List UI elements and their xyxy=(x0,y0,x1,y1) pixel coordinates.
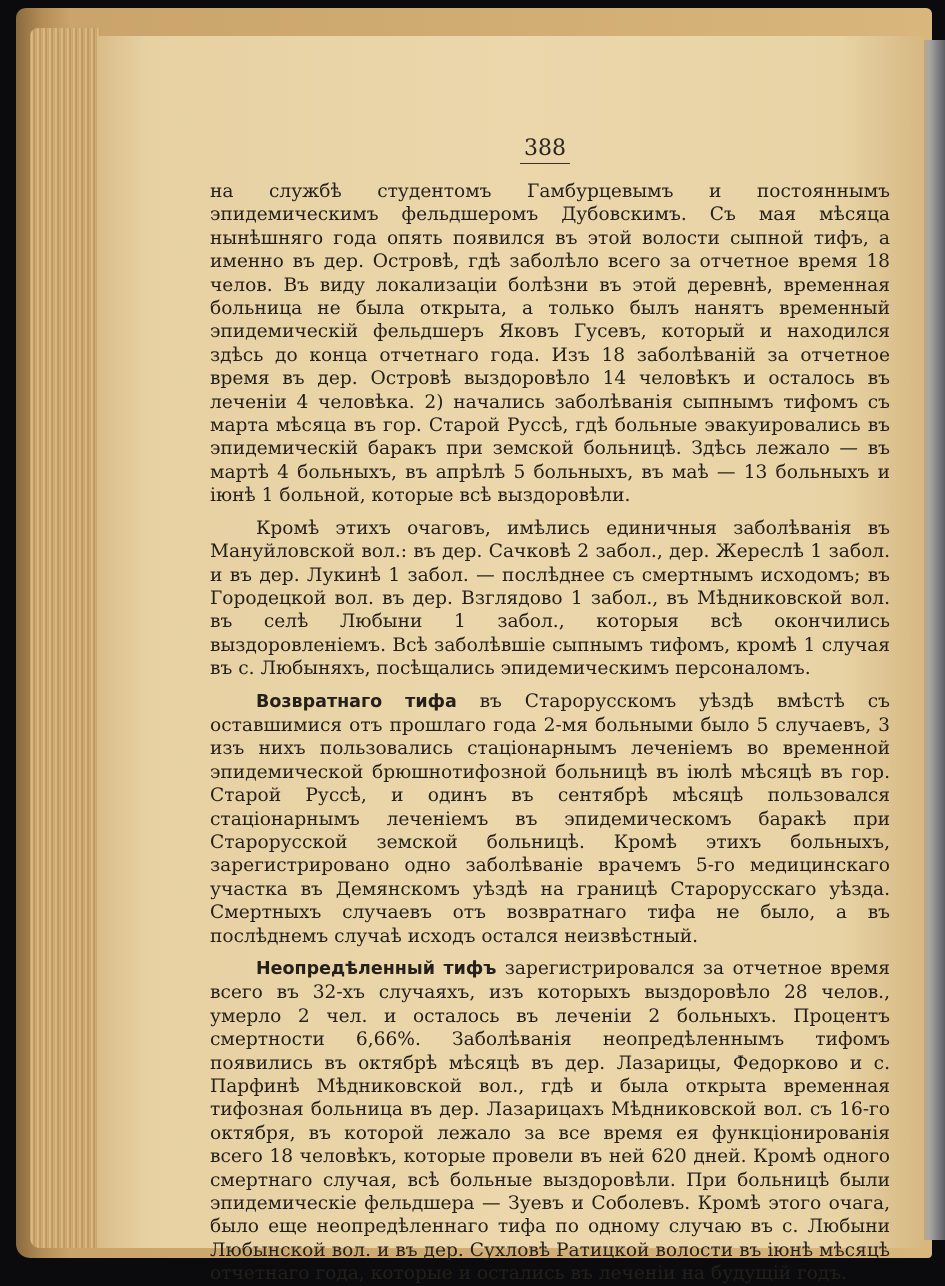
paragraph-undetermined-typhus xyxy=(210,957,890,1286)
paragraph-other-cases xyxy=(210,517,890,681)
page-number: 388 xyxy=(520,136,570,164)
paragraph-continued xyxy=(210,180,890,508)
paragraph-text: Кромѣ этихъ очаговъ, имѣлись единичныя заболѣванія въ Мануйловской вол.: въ дер. Сачковѣ 2 забол., дер. Жереслѣ 1 забол. и въ дер. Лукинѣ 1 забол. — послѣднее съ смертнымъ исходомъ; въ Городецкой вол. въ дер. Взглядово 1 забол., въ Мѣдниковской вол. въ селѣ Любыни 1 забол., которыя всѣ окончились выздоровленіемъ. Всѣ заболѣвшіе сыпнымъ тифомъ, кромѣ 1 случая въ с. Любыняхъ, посѣщались эпидемическимъ персоналомъ. xyxy=(210,517,890,680)
paragraph-text: зарегистрировался за отчетное время всего въ 32-хъ случаяхъ, изъ которыхъ выздоровѣло 28 челов., умерло 2 чел. и осталось въ леченіи 2 больныхъ. Процентъ смертности 6,66%. Заболѣванія неопредѣленнымъ тифомъ появились въ октябрѣ мѣсяцѣ въ дер. Лазарицы, Федорково и с. Парфинѣ Мѣдниковской вол., гдѣ и была открыта временная тифозная больница въ дер. Лазарицахъ Мѣдниковской вол. съ 16-го октября, въ которой лежало за все время ея функціонированія всего 18 человѣкъ, которые провели въ ней 620 дней. Кромѣ одного смертнаго случая, всѣ больные выздоровѣли. При больницѣ были эпидемическіе фельдшера — Зуевъ и Соболевъ. Кромѣ этого очага, было еще неопредѣленнаго тифа по одному случаю въ с. Любыни Любынской вол. и въ дер. Сухловѣ Ратицкой волости въ іюнѣ мѣсяцѣ отчетнаго года, которые и остались въ леченіи на будущій годъ. xyxy=(210,958,890,1285)
paragraph-relapsing-fever xyxy=(210,690,890,948)
paragraph-lead: Возвратнаго тифа xyxy=(256,691,457,712)
paragraph-text: на службѣ студентомъ Гамбурцевымъ и постояннымъ эпидемическимъ фельдшеромъ Дубовскимъ. Съ мая мѣсяца нынѣшняго года опять появился въ этой волости сыпной тифъ, а именно въ дер. Островѣ, гдѣ заболѣло всего за отчетное время 18 челов. Въ виду локализаціи болѣзни въ этой деревнѣ, временная больница не была открыта, а только былъ нанятъ временный эпидемическій фельдшеръ Яковъ Гусевъ, который и находился здѣсь до конца отчетнаго года. Изъ 18 заболѣваній за отчетное время въ дер. Островѣ выздоровѣло 14 человѣкъ и осталось въ леченіи 4 человѣка. 2) начались заболѣванія сыпнымъ тифомъ съ марта мѣсяца въ гор. Старой Руссѣ, гдѣ больные эвакуировались въ эпидемическій баракъ при земской больницѣ. Здѣсь лежало — въ мартѣ 4 больныхъ, въ апрѣлѣ 5 больныхъ, въ маѣ — 13 больныхъ и іюнѣ 1 больной, которые всѣ выздоровѣли. xyxy=(210,181,890,507)
paragraph-lead: Неопредѣленный тифъ xyxy=(256,959,497,979)
paragraph-text: въ Старорусскомъ уѣздѣ вмѣстѣ съ оставшимися отъ прошлаго года 2-мя больными было 5 случаевъ, 3 изъ нихъ пользовались стаціонарнымъ леченіемъ во временной эпидемической брюшнотифозной больницѣ въ іюлѣ мѣсяцѣ въ гор. Старой Руссѣ, и одинъ въ сентябрѣ мѣсяцѣ пользовался стаціонарнымъ леченіемъ въ эпидемическомъ баракѣ при Старорусской земской больницѣ. Кромѣ этихъ больныхъ, зарегистрировано одно заболѣваніе врачемъ 5-го медицинскаго участка въ Демянскомъ уѣздѣ на границѣ Старорусскаго уѣзда. Смертныхъ случаевъ отъ возвратнаго тифа не было, а въ послѣднемъ случаѣ исходъ остался неизвѣстный. xyxy=(210,690,890,947)
page-edges xyxy=(30,28,100,1248)
page-text xyxy=(210,180,890,1286)
